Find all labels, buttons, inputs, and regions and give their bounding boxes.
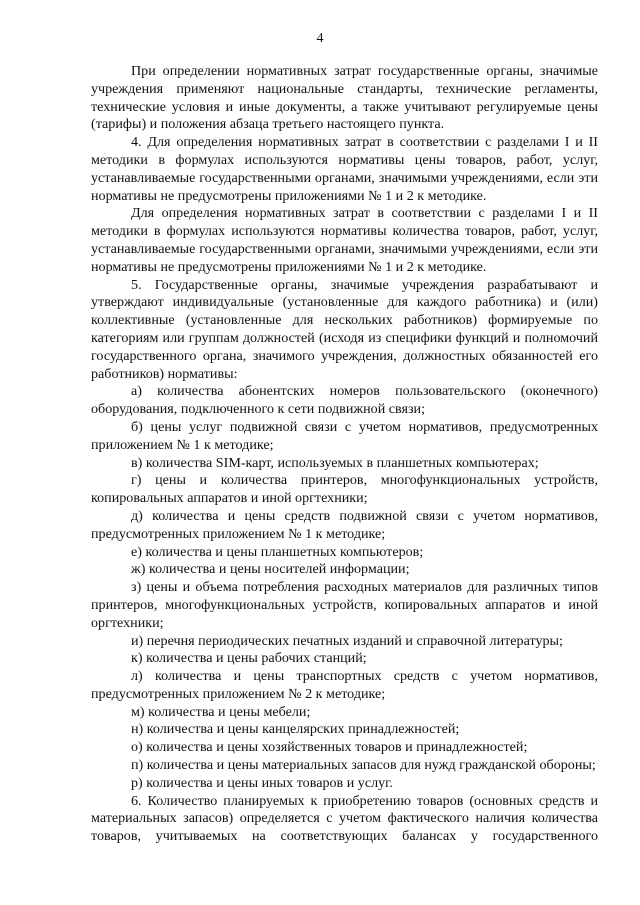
list-item: з) цены и объема потребления расходных материалов для различных типов принтеров, многофункциональных устройств, копировальных аппаратов и иной оргтехники; — [91, 579, 598, 631]
paragraph: 5. Государственные органы, значимые учреждения разрабатывают и утверждают индивидуальные (установленные для каждого работника) и (или) коллективные (установленные для нескольких работников) формируемые по категориям или группам должностей (исходя из специфики функций и полномочий государственного органа, значимого учреждения, должностных обязанностей его работников) нормативы: — [91, 276, 598, 382]
document-body — [91, 63, 598, 846]
paragraph: 4. Для определения нормативных затрат в соответствии с разделами I и II методики в формулах используются нормативы цены товаров, работ, услуг, устанавливаемые государственными органами, значимыми учреждениями, если эти нормативы не предусмотрены приложениями № 1 и 2 к методике. — [91, 134, 598, 204]
list-item: в) количества SIM-карт, используемых в планшетных компьютерах; — [131, 454, 539, 471]
list-item: г) цены и количества принтеров, многофункциональных устройств, копировальных аппаратов и иной оргтехники; — [91, 472, 598, 507]
list-item: б) цены услуг подвижной связи с учетом нормативов, предусмотренных приложением № 1 к методике; — [91, 418, 598, 453]
list-item: н) количества и цены канцелярских принадлежностей; — [131, 721, 460, 738]
list-item: к) количества и цены рабочих станций; — [131, 650, 367, 667]
list-item: а) количества абонентских номеров пользовательского (оконечного) оборудования, подключенного к сети подвижной связи; — [91, 383, 598, 418]
list-item: д) количества и цены средств подвижной связи с учетом нормативов, предусмотренных приложением № 1 к методике; — [91, 507, 598, 542]
paragraph: 6. Количество планируемых к приобретению товаров (основных средств и материальных запасов) определяется с учетом фактического наличия количества товаров, учитываемых на соответствующих балансах у государственного — [91, 792, 598, 845]
list-item: м) количества и цены мебели; — [131, 703, 311, 720]
list-item: и) перечня периодических печатных изданий и справочной литературы; — [131, 632, 563, 649]
list-item: е) количества и цены планшетных компьютеров; — [131, 543, 424, 560]
list-item: л) количества и цены транспортных средств с учетом нормативов, предусмотренных приложением № 2 к методике; — [91, 668, 598, 702]
list-item: р) количества и цены иных товаров и услуг. — [131, 774, 393, 791]
paragraph: При определении нормативных затрат государственные органы, значимые учреждения применяют национальные стандарты, технические регламенты, технические условия и иные документы, а также учитывают регулируемые цены (тарифы) и положения абзаца третьего настоящего пункта. — [91, 63, 598, 133]
list-item: о) количества и цены хозяйственных товаров и принадлежностей; — [131, 739, 528, 756]
page-number: 4 — [316, 31, 324, 46]
list-item: п) количества и цены материальных запасов для нужд гражданской обороны; — [131, 757, 596, 774]
paragraph: Для определения нормативных затрат в соответствии с разделами I и II методики в формулах используются нормативы количества товаров, работ, услуг, устанавливаемые государственными органами, значимыми учреждениями, если эти нормативы не предусмотрены приложениями № 1 и 2 к методике. — [91, 205, 598, 275]
list-item: ж) количества и цены носителей информации; — [131, 561, 410, 578]
